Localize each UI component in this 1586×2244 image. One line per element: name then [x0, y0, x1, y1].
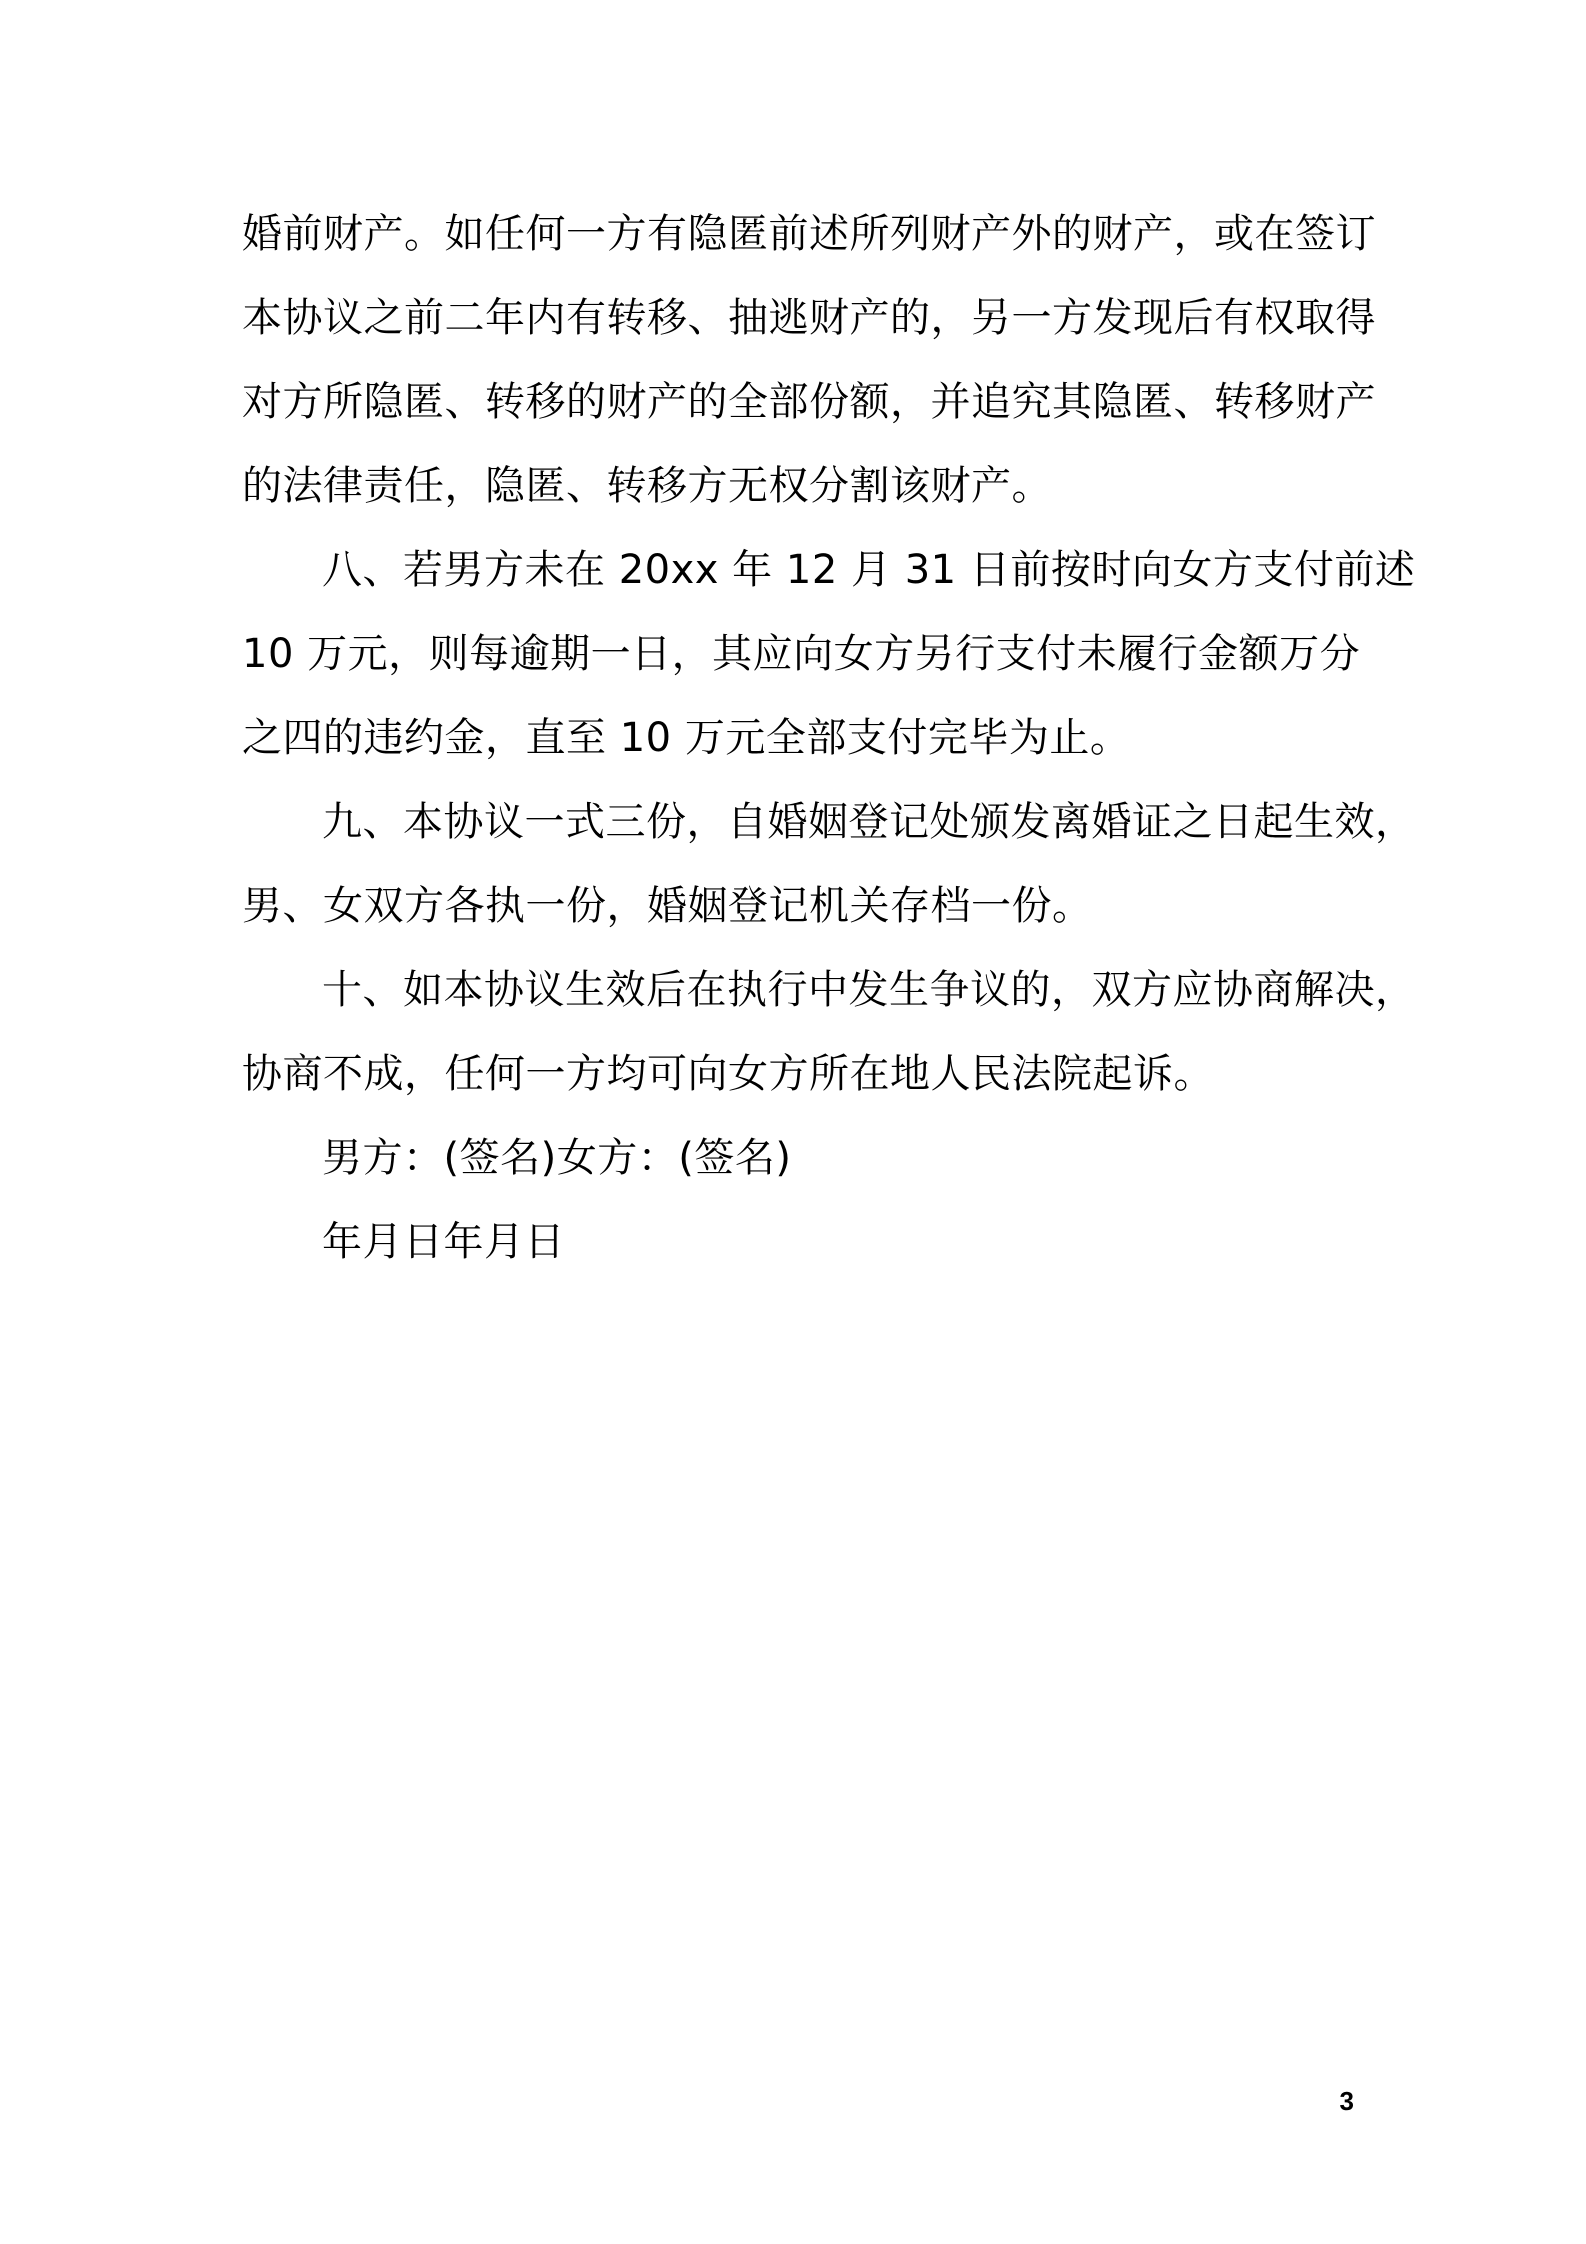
text-line: 的法律责任，隐匿、转移方无权分割该财产。	[242, 463, 1052, 509]
text-line: 对方所隐匿、转移的财产的全部份额，并追究其隐匿、转移财产	[242, 379, 1376, 425]
text-line: 男、女双方各执一份，婚姻登记机关存档一份。	[242, 883, 1093, 929]
clause-ten-line: 十、如本协议生效后在执行中发生争议的，双方应协商解决，	[322, 967, 1416, 1013]
clause-nine-line: 九、本协议一式三份，自婚姻登记处颁发离婚证之日起生效，	[322, 799, 1416, 845]
clause-eight-line: 八、若男方未在 20xx 年 12 月 31 日前按时向女方支付前述	[322, 547, 1416, 593]
text-line: 之四的违约金，直至 10 万元全部支付完毕为止。	[242, 715, 1131, 761]
document-body	[242, 192, 1416, 1284]
page-number: 3	[1339, 2086, 1354, 2116]
text-line: 协商不成，任何一方均可向女方所在地人民法院起诉。	[242, 1051, 1214, 1097]
signature-line: 男方：(签名)女方：(签名)	[322, 1135, 792, 1181]
text-line: 本协议之前二年内有转移、抽逃财产的，另一方发现后有权取得	[242, 295, 1376, 341]
text-line: 婚前财产。如任何一方有隐匿前述所列财产外的财产，或在签订	[242, 211, 1376, 257]
date-line: 年月日年月日	[322, 1219, 565, 1265]
text-line: 10 万元，则每逾期一日，其应向女方另行支付未履行金额万分	[242, 631, 1361, 677]
